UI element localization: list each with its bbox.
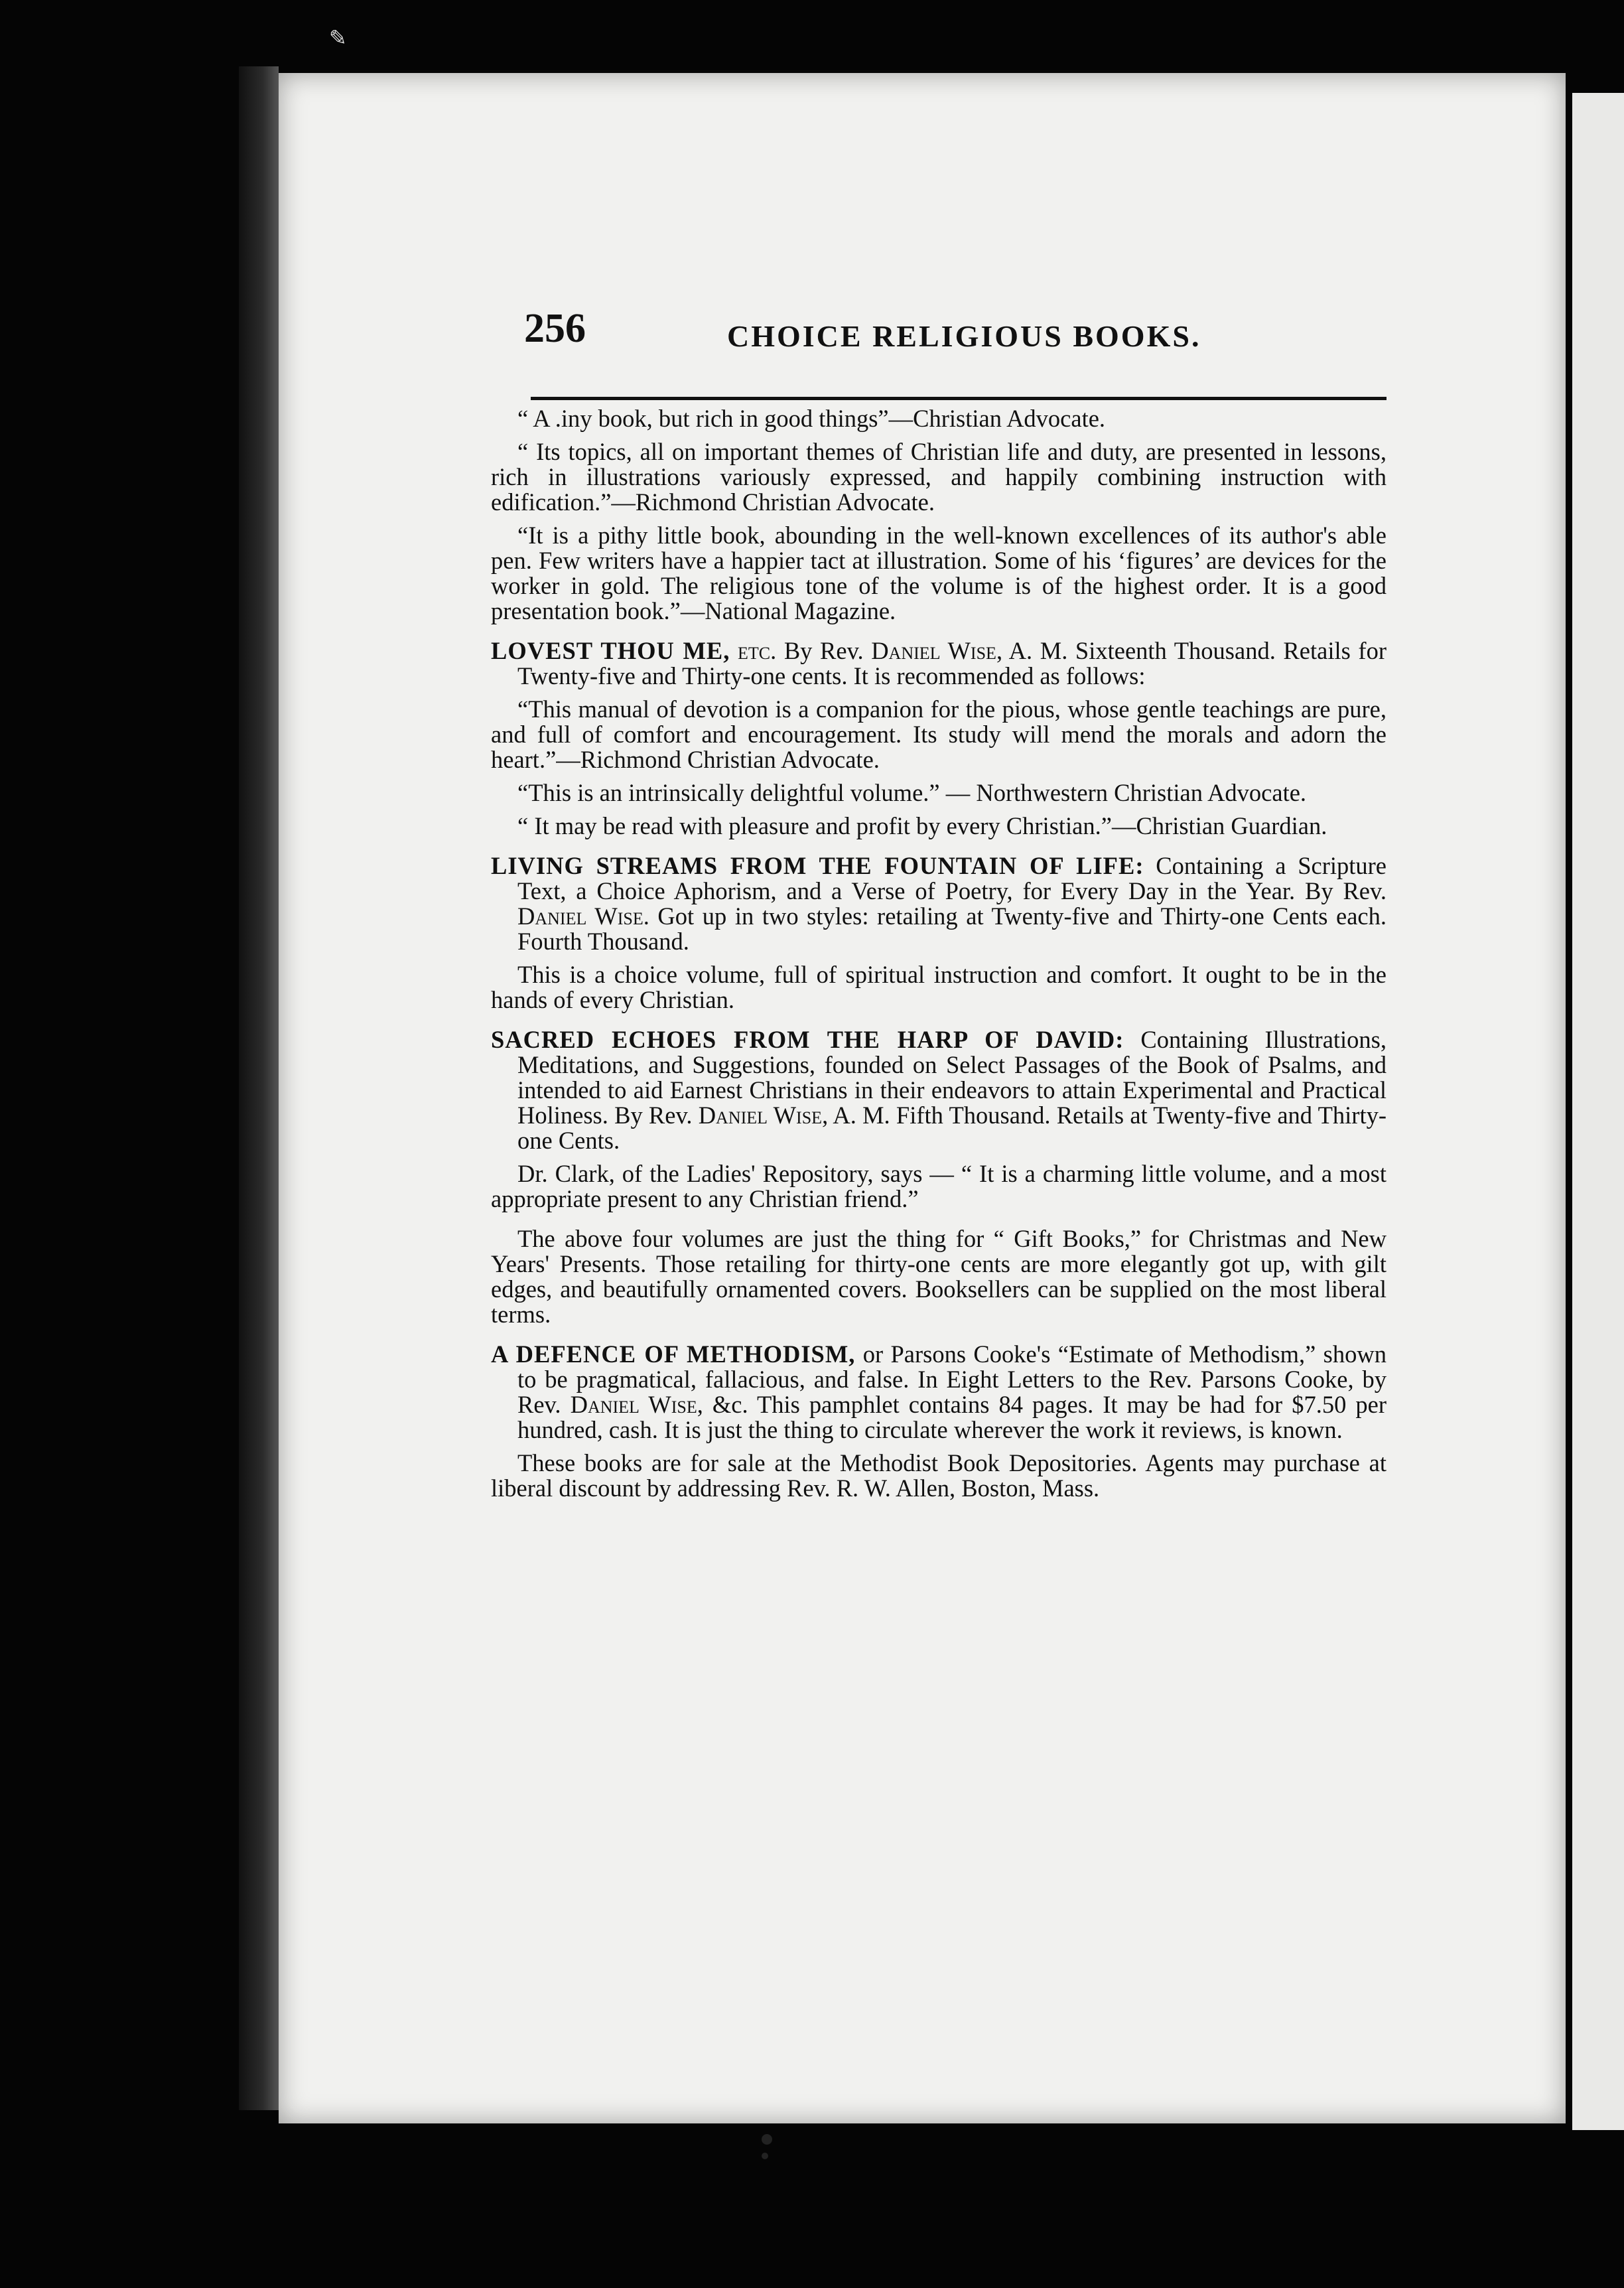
review-quote: “ It may be read with pleasure and profit by every Christian.”—Christian Guardian. — [517, 812, 1327, 839]
book-title: A DEFENCE OF METHODISM, — [491, 1340, 856, 1368]
author-name: Daniel Wise — [698, 1102, 823, 1129]
book-description: Containing a Scripture Text, a Choice Aphorism, and a Verse of Poetry, for Every Day in the Year. By Rev. — [517, 852, 1387, 904]
author-name: Daniel Wise — [570, 1391, 697, 1418]
ink-blot — [762, 2134, 772, 2145]
gift-books-note: The above four volumes are just the thing for “ Gift Books,” for Christmas and New Years' Presents. Those retailing for thirty-one cents are more elegantly got up, with gilt edges, and beautifully ornamented covers. Booksellers can be supplied on the most liberal terms. — [491, 1225, 1387, 1328]
page-number: 256 — [524, 306, 586, 351]
book-title: LIVING STREAMS FROM THE FOUNTAIN OF LIFE: — [491, 852, 1144, 879]
review-quote: Dr. Clark, of the Ladies' Repository, says — “ It is a charming little volume, and a most appropriate present to any Christian friend.” — [491, 1160, 1387, 1212]
book-entry-living-streams — [491, 853, 1387, 954]
book-title: LOVEST THOU ME, — [491, 637, 730, 664]
book-description: . Got up in two styles: retailing at Twenty-five and Thirty-one Cents each. Fourth Thousand. — [517, 902, 1387, 955]
book-spine-edge — [239, 66, 279, 2110]
review-quote: “This manual of devotion is a companion for the pious, whose gentle teachings are pure, and full of comfort and encouragement. Its study will mend the morals and adorn the heart.”—Richmond Christian Advocate. — [491, 695, 1387, 773]
book-entry-lovest-thou-me — [491, 638, 1387, 689]
page-text — [491, 406, 1387, 1509]
book-description: or Parsons Cooke's “Estimate of Methodism,” shown to be pragmatical, fallacious, and false. In Eight Letters to the Rev. Parsons Cooke, by Rev. — [517, 1340, 1387, 1418]
author-name: Daniel Wise — [517, 902, 643, 930]
facing-page-edge — [1572, 93, 1624, 2130]
book-description: , &c. This pamphlet contains 84 pages. It may be had for $7.50 per hundred, cash. It is just the thing to circulate wherever the work it reviews, is known. — [517, 1391, 1387, 1443]
author-name: Daniel Wise — [871, 637, 996, 664]
review-quote: “ A .iny book, but rich in good things”—Christian Advocate. — [517, 405, 1106, 432]
review-quote: “ Its topics, all on important themes of Christian life and duty, are presented in lessons, rich in illustrations variously expressed, and happily combining instruction with edification.”—Richmond Christian Advocate. — [491, 438, 1387, 516]
book-description: , A. M. Sixteenth Thousand. Retails for Twenty-five and Thirty-one cents. It is recommended as follows: — [517, 637, 1387, 689]
book-description: , A. M. Fifth Thousand. Retails at Twenty-five and Thirty-one Cents. — [517, 1102, 1387, 1154]
corner-mark: ✎ — [329, 25, 347, 50]
closing-note: These books are for sale at the Methodist Book Depositories. Agents may purchase at liberal discount by addressing Rev. R. W. Allen, Boston, Mass. — [491, 1449, 1387, 1502]
page-header — [524, 305, 1387, 378]
header-rule — [531, 397, 1387, 400]
book-description: By Rev. — [776, 637, 872, 664]
book-entry-defence-of-methodism — [491, 1342, 1387, 1443]
running-title: CHOICE RELIGIOUS BOOKS. — [727, 319, 1201, 353]
book-title-suffix: etc. — [738, 637, 777, 664]
ink-blot — [762, 2153, 768, 2159]
review-quote: “It is a pithy little book, abounding in the well-known excellences of its author's able pen. Few writers have a happier tact at illustration. Some of his ‘figures’ are devices for the worker in gold. The religious tone of the volume is of the highest order. It is a good presentation book.”—National Magazine. — [491, 522, 1387, 624]
book-note: This is a choice volume, full of spiritual instruction and comfort. It ought to be in the hands of every Christian. — [491, 961, 1387, 1013]
review-quote: “This is an intrinsically delightful volume.” — Northwestern Christian Advocate. — [517, 779, 1307, 806]
book-entry-sacred-echoes — [491, 1027, 1387, 1153]
book-description: Containing Illustrations, Meditations, and Suggestions, founded on Select Passages of the Book of Psalms, and intended to aid Earnest Christians in their endeavors to attain Experimental and Practical Holiness. By Rev. — [517, 1026, 1387, 1129]
book-title: SACRED ECHOES FROM THE HARP OF DAVID: — [491, 1026, 1124, 1053]
